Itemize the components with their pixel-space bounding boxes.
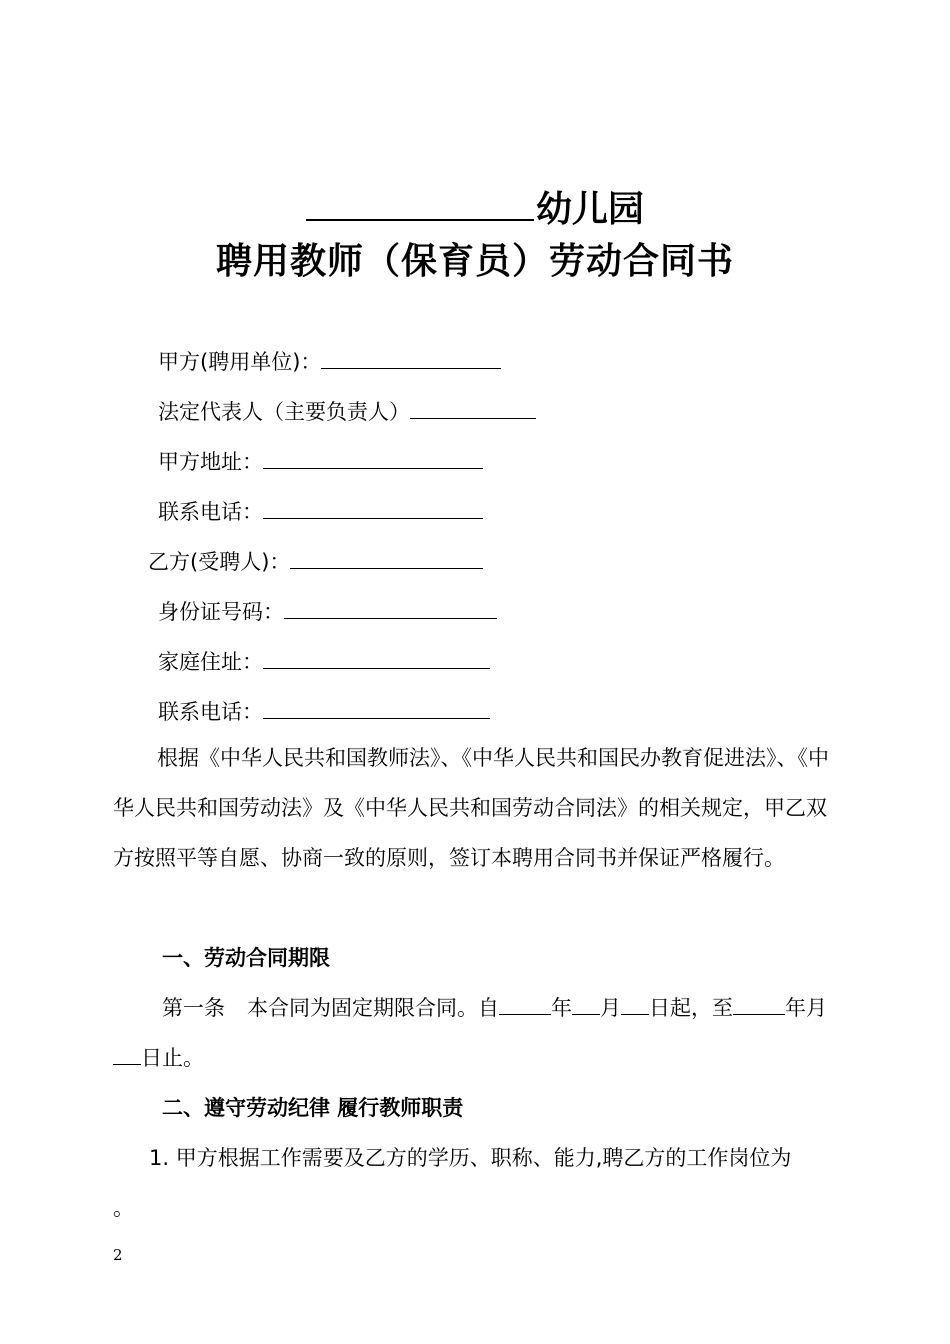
section2-item1 xyxy=(113,1133,843,1233)
party-b-phone-field xyxy=(158,696,490,727)
start-day-label: 日起，至 xyxy=(649,996,733,1020)
party-a-blank[interactable] xyxy=(321,346,501,369)
party-b-field xyxy=(148,546,483,577)
id-number-blank[interactable] xyxy=(284,596,497,619)
legal-rep-field xyxy=(158,396,536,427)
start-day-blank[interactable] xyxy=(621,992,649,1015)
end-year-label: 年 xyxy=(785,996,806,1020)
legal-rep-blank[interactable] xyxy=(410,396,536,419)
party-a-address-label: 甲方地址： xyxy=(158,450,263,474)
page-number: 2 xyxy=(113,1246,123,1264)
legal-rep-label: 法定代表人（主要负责人） xyxy=(158,400,410,424)
party-b-label: 乙方(受聘人)： xyxy=(148,550,291,574)
section2-heading: 二、遵守劳动纪律 履行教师职责 xyxy=(162,1096,464,1120)
party-b-phone-blank[interactable] xyxy=(263,696,490,719)
document-title-line1 xyxy=(0,188,950,232)
end-day-blank[interactable] xyxy=(113,1042,141,1065)
start-year-blank[interactable] xyxy=(499,992,551,1015)
article1-label: 第一条 xyxy=(162,996,225,1020)
start-month-label: 月 xyxy=(600,996,621,1020)
end-month-label: 月 xyxy=(806,996,827,1020)
kindergarten-name-blank[interactable] xyxy=(306,189,534,221)
party-a-label: 甲方(聘用单位)： xyxy=(158,350,322,374)
party-b-blank[interactable] xyxy=(290,546,483,569)
item1-text: 1. 甲方根据工作需要及乙方的学历、职称、能力,聘乙方的工作岗位为 xyxy=(149,1146,792,1170)
party-a-phone-label: 联系电话： xyxy=(158,500,263,524)
party-b-phone-label: 联系电话： xyxy=(158,700,263,724)
party-a-address-field xyxy=(158,446,483,477)
home-address-field xyxy=(158,646,490,677)
end-day-label: 日止。 xyxy=(141,1046,204,1070)
title-suffix: 幼儿园 xyxy=(535,189,644,230)
home-address-label: 家庭住址： xyxy=(158,650,263,674)
section1-heading: 一、劳动合同期限 xyxy=(162,946,330,970)
intro-text: 根据《中华人民共和国教师法》、《中华人民共和国民办教育促进法》、《中华人民共和国劳动法》及《中华人民共和国劳动合同法》的相关规定，甲乙双方按照平等自愿、协商一致的原则，签订本聘用合同书并保证严格履行。 xyxy=(113,746,829,870)
home-address-blank[interactable] xyxy=(263,646,490,669)
id-number-field xyxy=(158,596,497,627)
id-number-label: 身份证号码： xyxy=(158,600,284,624)
end-year-blank[interactable] xyxy=(733,992,785,1015)
article1-text: 本合同为固定期限合同。自 xyxy=(247,996,499,1020)
intro-paragraph xyxy=(113,733,843,883)
item1-end: 。 xyxy=(113,1196,134,1220)
party-a-phone-field xyxy=(158,496,483,527)
start-year-label: 年 xyxy=(551,996,572,1020)
document-title-line2: 聘用教师（保育员）劳动合同书 xyxy=(215,241,734,282)
article1-paragraph xyxy=(113,983,843,1083)
party-a-field xyxy=(158,346,501,377)
party-a-address-blank[interactable] xyxy=(263,446,483,469)
party-a-phone-blank[interactable] xyxy=(263,496,483,519)
start-month-blank[interactable] xyxy=(572,992,600,1015)
